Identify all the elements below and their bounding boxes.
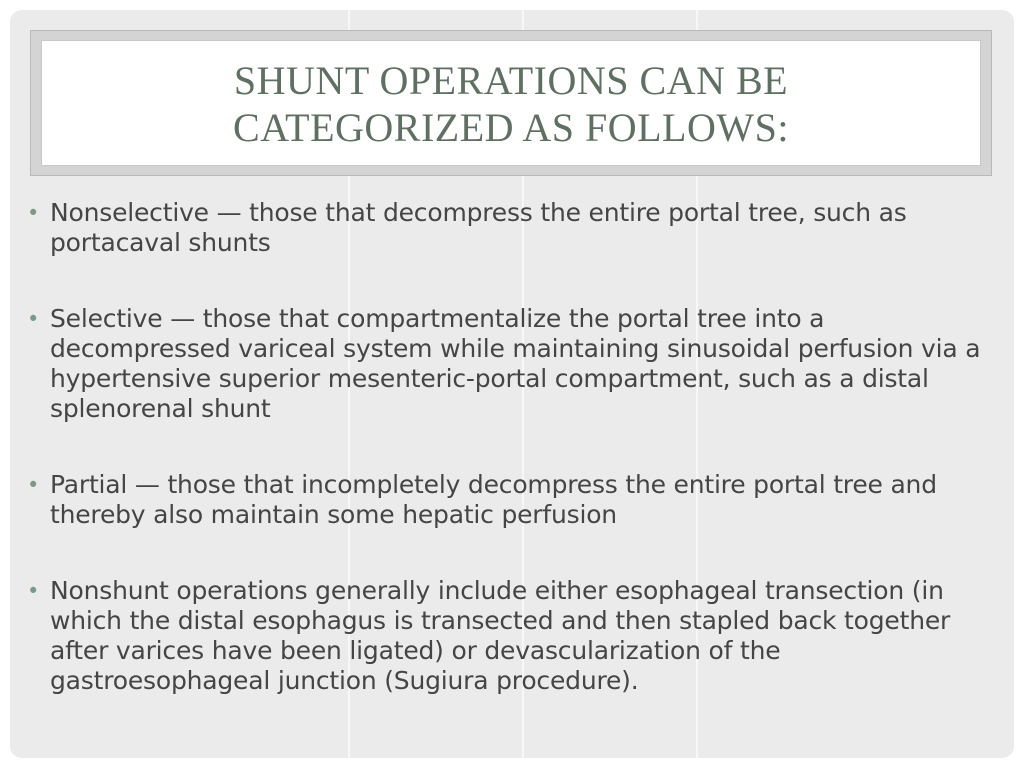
bullet-marker: • <box>27 473 40 497</box>
bullet-marker: • <box>27 579 40 603</box>
slide <box>10 10 1014 758</box>
slide-title-line-2: CATEGORIZED AS FOLLOWS: <box>233 105 789 150</box>
bullet-item-nonshunt <box>23 576 1008 696</box>
bullet-marker: • <box>27 201 40 225</box>
title-box <box>41 40 981 166</box>
bullet-text: Selective — those that compartmentalize the portal tree into a decompressed variceal system while maintaining sinusoidal perfusion via a hypertensive superior mesenteric-portal compartment, such as a distal splenorenal shunt <box>50 304 981 423</box>
bullet-list <box>23 198 1008 742</box>
slide-title <box>233 55 789 151</box>
bullet-item-selective <box>23 304 1008 424</box>
bullet-text: Nonselective — those that decompress the entire portal tree, such as portacaval shunts <box>50 198 907 257</box>
bullet-marker: • <box>27 307 40 331</box>
bullet-text: Nonshunt operations generally include either esophageal transection (in which the distal esophagus is transected and then stapled back together after varices have been ligated) or devascularization of the gastroesophageal junction (Sugiura procedure). <box>50 576 951 695</box>
bullet-item-partial <box>23 470 1008 530</box>
bullet-item-nonselective <box>23 198 1008 258</box>
title-frame <box>30 30 992 176</box>
bullet-text: Partial — those that incompletely decompress the entire portal tree and thereby also maintain some hepatic perfusion <box>50 470 937 529</box>
slide-title-line-1: SHUNT OPERATIONS CAN BE <box>233 58 789 103</box>
